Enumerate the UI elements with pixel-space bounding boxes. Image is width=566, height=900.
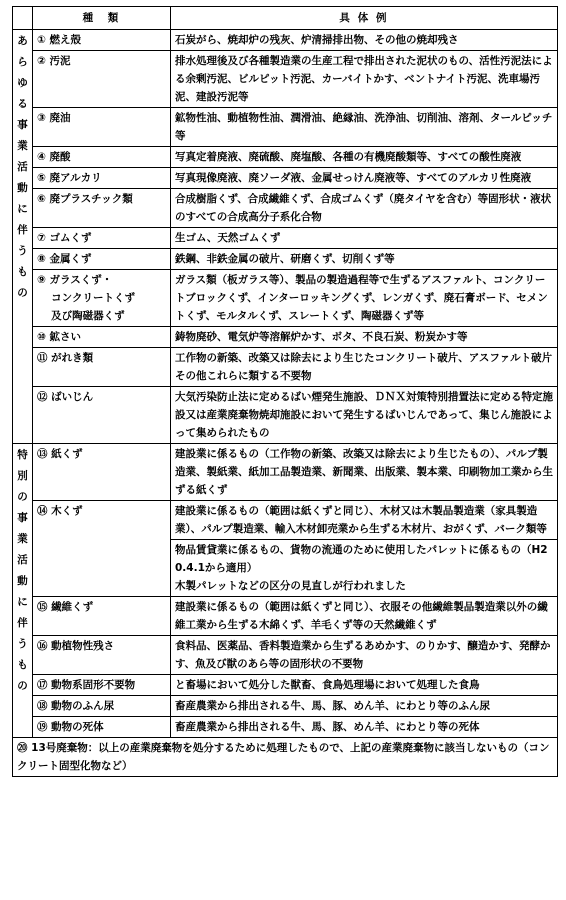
- group-label-char: ら: [17, 56, 28, 68]
- footer-number: ⑳: [17, 742, 28, 754]
- table-row: [13, 675, 558, 696]
- waste-type: ① 燃え殻: [33, 30, 171, 51]
- group-label-char: 伴: [17, 224, 28, 236]
- waste-type: ⑫ ばいじん: [33, 387, 171, 444]
- group-label-char: 事: [17, 119, 28, 131]
- waste-type: ⑦ ゴムくず: [33, 228, 171, 249]
- waste-type: ⑧ 金属くず: [33, 249, 171, 270]
- waste-example: 建設業に係るもの（範囲は紙くずと同じ）、木材又は木製品製造業（家具製造業）、パルプ製造業、輸入木材卸売業から生ずる木材片、おがくず、バーク類等: [171, 501, 558, 540]
- waste-example: 排水処理後及び各種製造業の生産工程で排出された泥状のもの、活性汚泥法による余剰汚泥、ビルピット汚泥、カーバイトかす、ベントナイト汚泥、洗車場汚泥、建設汚泥等: [171, 51, 558, 108]
- table-row: [13, 270, 558, 327]
- table-row: [13, 249, 558, 270]
- group-label-all-business: [13, 30, 33, 444]
- waste-example: 大気汚染防止法に定めるばい煙発生施設、ＤＮＸ対策特別措置法に定める特定施設又は産業廃棄物焼却施設において発生するばいじんであって、集じん施設によって集められたもの: [171, 387, 558, 444]
- waste-example: 鉄鋼、非鉄金属の破片、研磨くず、切削くず等: [171, 249, 558, 270]
- waste-type: ③ 廃油: [33, 108, 171, 147]
- group-label-char: ゆ: [17, 77, 28, 89]
- table-row: [13, 444, 558, 501]
- waste-type: ⑮ 繊維くず: [33, 597, 171, 636]
- table-row: [13, 51, 558, 108]
- group-label-char: に: [17, 596, 28, 608]
- group-label-char: の: [17, 680, 28, 692]
- waste-example: 食料品、医薬品、香料製造業から生ずるあめかす、のりかす、醸造かす、発酵かす、魚及び獣のあら等の固形状の不要物: [171, 636, 558, 675]
- waste-example: 石炭がら、焼却炉の残灰、炉清掃排出物、その他の焼却残さ: [171, 30, 558, 51]
- group-label-char: 別: [17, 470, 28, 482]
- group-label-char: 事: [17, 512, 28, 524]
- group-label-char: に: [17, 203, 28, 215]
- waste-example-pallet: [171, 540, 558, 597]
- industrial-waste-table: [12, 6, 558, 777]
- waste-example: 写真定着廃液、廃硫酸、廃塩酸、各種の有機廃酸類等、すべての酸性廃液: [171, 147, 558, 168]
- header-group-cell: [13, 7, 33, 30]
- group-label-char: あ: [17, 35, 28, 47]
- group-label-char: 活: [17, 161, 28, 173]
- waste-type: ⑨ ガラスくず・ コンクリートくず 及び陶磁器くず: [33, 270, 171, 327]
- waste-type: ④ 廃酸: [33, 147, 171, 168]
- group-label-char: う: [17, 638, 28, 650]
- waste-type: ⑩ 鉱さい: [33, 327, 171, 348]
- footer-text: 13号廃棄物：以上の産業廃棄物を処分するために処理したもので、上記の産業廃棄物に該当しないもの（コンクリート固型化物など）: [17, 742, 550, 772]
- group-label-char: う: [17, 245, 28, 257]
- waste-example: 鋳物廃砂、電気炉等溶解炉かす、ボタ、不良石炭、粉炭かす等: [171, 327, 558, 348]
- group-label-char: 動: [17, 575, 28, 587]
- pallet-note: 物品賃貸業に係るもの、貨物の流通のために使用したパレットに係るもの（H20.4.1から適用）: [175, 544, 548, 574]
- waste-type: ⑬ 紙くず: [33, 444, 171, 501]
- header-type: 種 類: [33, 7, 171, 30]
- table-row: [13, 717, 558, 738]
- group-label-char: も: [17, 266, 28, 278]
- waste-example: 畜産農業から排出される牛、馬、豚、めん羊、にわとり等の死体: [171, 717, 558, 738]
- waste-type: ⑭ 木くず: [33, 501, 171, 597]
- waste-type: ⑯ 動植物性残さ: [33, 636, 171, 675]
- waste-type: ⑥ 廃プラスチック類: [33, 189, 171, 228]
- waste-example: 建設業に係るもの（範囲は紙くずと同じ）、衣服その他繊維製品製造業以外の繊維工業から生ずる木綿くず、羊毛くず等の天然繊維くず: [171, 597, 558, 636]
- table-row: [13, 108, 558, 147]
- table-row: [13, 348, 558, 387]
- group-label-char: も: [17, 659, 28, 671]
- waste-type: ② 汚泥: [33, 51, 171, 108]
- footer-13-waste: [13, 738, 558, 777]
- table-row: [13, 327, 558, 348]
- group-label-char: 伴: [17, 617, 28, 629]
- waste-example: 生ゴム、天然ゴムくず: [171, 228, 558, 249]
- group-label-char: 業: [17, 140, 28, 152]
- waste-example: 写真現像廃液、廃ソーダ液、金属せっけん廃液等、すべてのアルカリ性廃液: [171, 168, 558, 189]
- waste-example: 工作物の新築、改築又は除去により生じたコンクリート破片、アスファルト破片その他これらに類する不要物: [171, 348, 558, 387]
- waste-example: と畜場において処分した獣畜、食鳥処理場において処理した食鳥: [171, 675, 558, 696]
- waste-type: ⑲ 動物の死体: [33, 717, 171, 738]
- table-row: [13, 597, 558, 636]
- table-row: [13, 501, 558, 540]
- waste-example: 畜産農業から排出される牛、馬、豚、めん羊、にわとり等のふん尿: [171, 696, 558, 717]
- table-row: [13, 168, 558, 189]
- waste-example: 鉱物性油、動植物性油、潤滑油、絶縁油、洗浄油、切削油、溶剤、タールピッチ等: [171, 108, 558, 147]
- table-header-row: [13, 7, 558, 30]
- waste-type: ⑱ 動物のふん尿: [33, 696, 171, 717]
- table-row: [13, 696, 558, 717]
- waste-type: ⑰ 動物系固形不要物: [33, 675, 171, 696]
- group-label-char: 動: [17, 182, 28, 194]
- waste-example: 合成樹脂くず、合成繊維くず、合成ゴムくず（廃タイヤを含む）等固形状・液状のすべての合成高分子系化合物: [171, 189, 558, 228]
- group-label-char: の: [17, 287, 28, 299]
- table-footer-row: [13, 738, 558, 777]
- group-label-char: 業: [17, 533, 28, 545]
- group-label-char: 活: [17, 554, 28, 566]
- pallet-revision-note: 木製パレットなどの区分の見直しが行われました: [175, 580, 406, 592]
- waste-type: ⑤ 廃アルカリ: [33, 168, 171, 189]
- group-label-char: の: [17, 491, 28, 503]
- table-row: [13, 387, 558, 444]
- waste-type: ⑪ がれき類: [33, 348, 171, 387]
- table-row: [13, 636, 558, 675]
- table-row: [13, 30, 558, 51]
- table-row: [13, 147, 558, 168]
- header-example: 具 体 例: [171, 7, 558, 30]
- table-row: [13, 189, 558, 228]
- table-row: [13, 228, 558, 249]
- waste-example: ガラス類（板ガラス等）、製品の製造過程等で生ずるアスファルト、コンクリートブロックくず、インターロッキングくず、レンガくず、廃石膏ボード、セメントくず、モルタルくず、スレートくず、陶磁器くず等: [171, 270, 558, 327]
- group-label-specific-business: [13, 444, 33, 738]
- group-label-char: る: [17, 98, 28, 110]
- waste-example: 建設業に係るもの（工作物の新築、改築又は除去により生じたもの）、パルプ製造業、製紙業、紙加工品製造業、新聞業、出版業、製本業、印刷物加工業から生ずる紙くず: [171, 444, 558, 501]
- group-label-char: 特: [17, 449, 28, 461]
